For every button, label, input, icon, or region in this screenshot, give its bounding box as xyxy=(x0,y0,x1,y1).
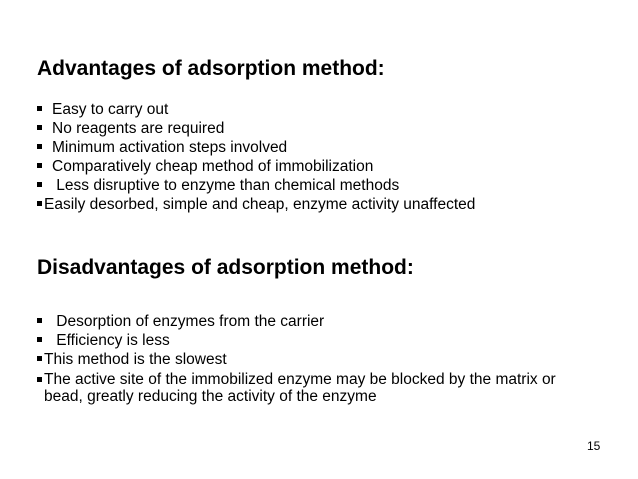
list-item-text: Less disruptive to enzyme than chemical methods xyxy=(52,177,400,194)
list-item-text: Easy to carry out xyxy=(52,101,169,118)
list-item xyxy=(37,119,475,138)
list-item xyxy=(37,138,475,157)
square-bullet-icon xyxy=(37,318,42,323)
page-number: 15 xyxy=(587,439,601,453)
list-item xyxy=(37,195,475,214)
list-item xyxy=(37,331,584,350)
list-item-text: Minimum activation steps involved xyxy=(52,139,288,156)
list-item-text: Desorption of enzymes from the carrier xyxy=(52,313,325,330)
square-bullet-icon xyxy=(37,337,42,342)
disadvantages-list xyxy=(37,312,584,405)
square-bullet-icon xyxy=(37,106,42,111)
list-item-text: This method is the slowest xyxy=(44,351,227,368)
list-item xyxy=(37,100,475,119)
list-item-text: The active site of the immobilized enzyme may be blocked by the matrix or bead, greatly reducing the activity of the enzyme xyxy=(44,371,556,405)
disadvantages-heading: Disadvantages of adsorption method: xyxy=(37,256,414,279)
list-item-text: Easily desorbed, simple and cheap, enzyme activity unaffected xyxy=(44,196,476,213)
advantages-heading: Advantages of adsorption method: xyxy=(37,57,385,80)
square-bullet-icon xyxy=(37,182,42,187)
square-bullet-icon xyxy=(37,356,42,361)
square-bullet-icon xyxy=(37,125,42,130)
square-bullet-icon xyxy=(37,163,42,168)
advantages-list xyxy=(37,100,475,214)
square-bullet-icon xyxy=(37,377,42,382)
list-item-text: No reagents are required xyxy=(52,120,225,137)
list-item-text: Comparatively cheap method of immobilization xyxy=(52,158,374,175)
list-item xyxy=(37,157,475,176)
list-item-text: Efficiency is less xyxy=(52,332,170,349)
list-item xyxy=(37,350,584,369)
square-bullet-icon xyxy=(37,144,42,149)
list-item xyxy=(37,371,584,405)
list-item xyxy=(37,176,475,195)
list-item xyxy=(37,312,584,331)
square-bullet-icon xyxy=(37,201,42,206)
